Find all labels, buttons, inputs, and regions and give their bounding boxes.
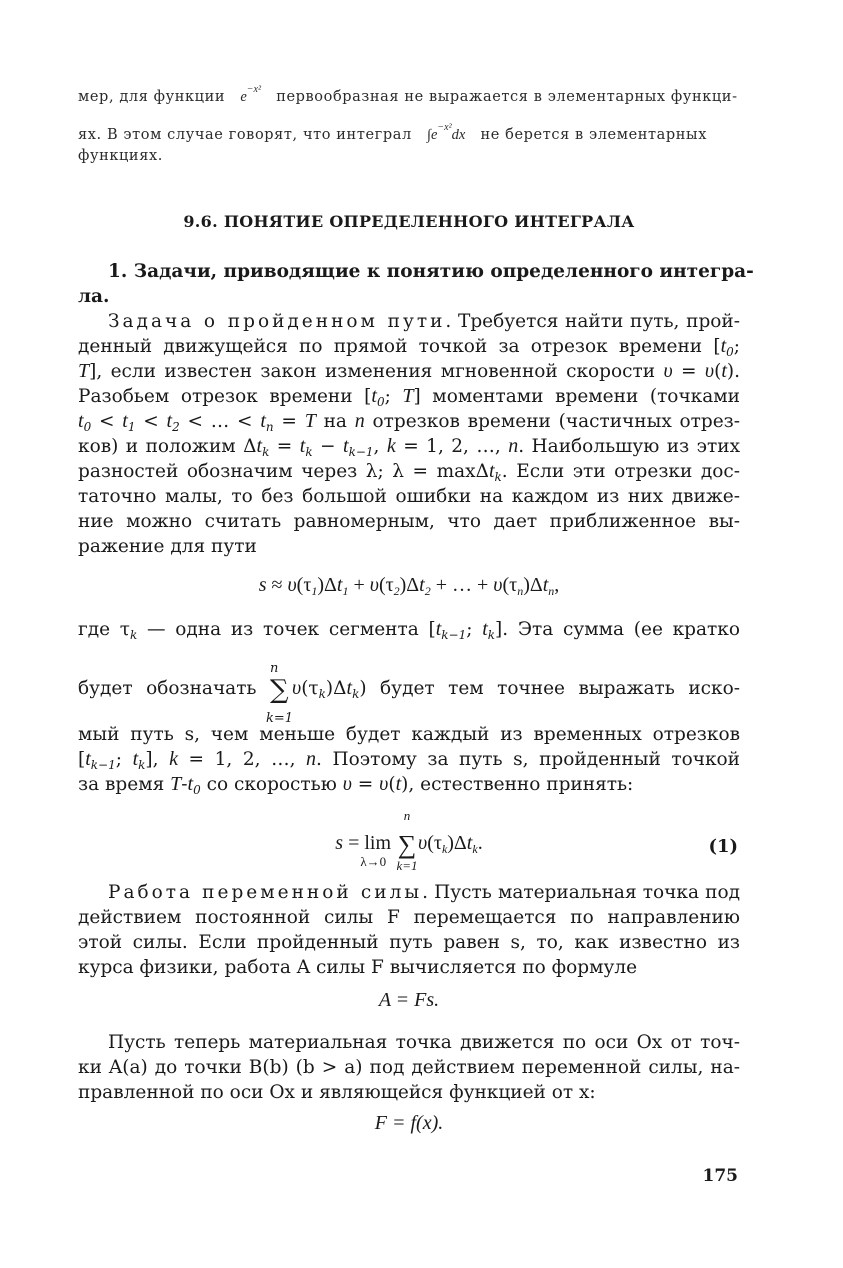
approx-path-formula: $s \approx \upsilon(\tau_1)\Delta t_1 + \upsilon(\tau_2)\Delta t_2$ + … + $\upsilon(\tau_n)\Delta t_n$, [258, 574, 560, 598]
work-heading: Работа переменной силы [108, 882, 423, 903]
force-formula: F = f(x). [374, 1112, 444, 1134]
work-problem-text-2 [78, 1030, 740, 1105]
intro-text: ях. В этом случае говорят, что интеграл [78, 127, 412, 143]
path-line: денный движущейся по прямой точкой за отрезок времени [$t_0$; [78, 335, 740, 359]
sum-notation-line [78, 661, 740, 726]
path-problem-text [78, 259, 754, 559]
section-title: 9.6. ПОНЯТИЕ ОПРЕДЕЛЕННОГО ИНТЕГРАЛА [183, 212, 635, 231]
work-line: ки A(a) до точки B(b) (b > a) под действием переменной силы, на- [78, 1057, 740, 1078]
work-formula: A = Fs. [378, 989, 440, 1011]
path-line: ков) и положим $\Delta t_k = t_k - t_{k-1}$, k = 1, 2, …, n. Наибольшую из этих [78, 435, 741, 459]
after-line: будет обозначать n ∑ k=1 $\upsilon(\tau_k)\Delta t_k$) будет тем точнее выражать иско- [78, 661, 740, 726]
page-number: 175 [702, 1166, 738, 1186]
after-line: [$t_{k-1}$; $t_k$], k = 1, 2, …, n. Поэтому за путь s, пройденный точкой [78, 748, 740, 772]
work-line: этой силы. Если пройденный путь равен s, то, как известно из [78, 932, 740, 953]
path-line: T], если известен закон изменения мгновенной скорости υ = υ(t). [78, 360, 740, 382]
work-line: действием постоянной силы F перемещается по направлению [78, 907, 740, 928]
work-line: правленной по оси Ox и являющейся функцией от x: [78, 1082, 596, 1103]
work-problem-text [78, 880, 740, 980]
path-line: ние можно считать равномерным, что дает приближенное вы- [78, 511, 740, 532]
path-line: ражение для пути [78, 536, 257, 557]
intro-line-3: функциях. [78, 148, 163, 164]
intro-line-2: ях. В этом случае говорят, что интеграл $\int e^{-x^2}dx$ не берется в элементарных [78, 122, 707, 143]
sum-symbol: n ∑ k=1 [266, 661, 294, 726]
after-formula-text-2 [78, 722, 740, 797]
sum-symbol: n ∑ k=1 [396, 808, 418, 873]
path-line: $t_0 < t_1 < t_2$ < … < $t_n = T$ на n отрезков времени (частичных отрез- [78, 410, 741, 434]
work-line: Работа переменной силы. Пусть материальная точка под [108, 882, 741, 903]
subsection-title-line-1: 1. Задачи, приводящие к понятию определенного интегра- [108, 261, 754, 282]
after-line: где $\tau_k$ — одна из точек сегмента [$t_{k-1}$; $t_k$]. Эта сумма (ее кратко [78, 618, 740, 642]
intro-text: мер, для функции [78, 89, 226, 105]
path-line: Разобьем отрезок времени [$t_0$; T] моментами времени (точками [78, 385, 740, 409]
after-formula-text [78, 617, 740, 642]
intro-line-1: мер, для функции $e^{-x^2}$ первообразная не выражается в элементарных функци- [78, 84, 738, 105]
intro-text: первообразная не выражается в элементарных функци- [276, 89, 738, 105]
subsection-title-line-2: ла. [78, 286, 110, 307]
intro-paragraph [78, 80, 740, 170]
intro-text: не берется в элементарных [480, 127, 707, 143]
path-line: таточно малы, то без большой ошибки на каждом из них движе- [78, 486, 740, 507]
after-line: за время $T-t_0$ со скоростью υ = υ(t), естественно принять: [78, 773, 634, 797]
path-heading: Задача о пройденном пути [108, 311, 446, 332]
after-line: мый путь s, чем меньше будет каждый из временных отрезков [78, 724, 740, 745]
limit-formula: s = lim λ→0 n ∑ k=1 $\upsilon(\tau_k)\Delta t_k$. [335, 808, 483, 873]
equation-number: (1) [708, 836, 738, 857]
work-line: курса физики, работа A силы F вычисляется по формуле [78, 957, 638, 978]
path-line: разностей обозначим через λ; λ = maxΔt$_k$. Если эти отрезки дос- [78, 460, 740, 484]
path-line: Задача о пройденном пути. Требуется найти путь, прой- [108, 311, 741, 332]
work-line: Пусть теперь материальная точка движется по оси Ox от точ- [108, 1032, 740, 1053]
